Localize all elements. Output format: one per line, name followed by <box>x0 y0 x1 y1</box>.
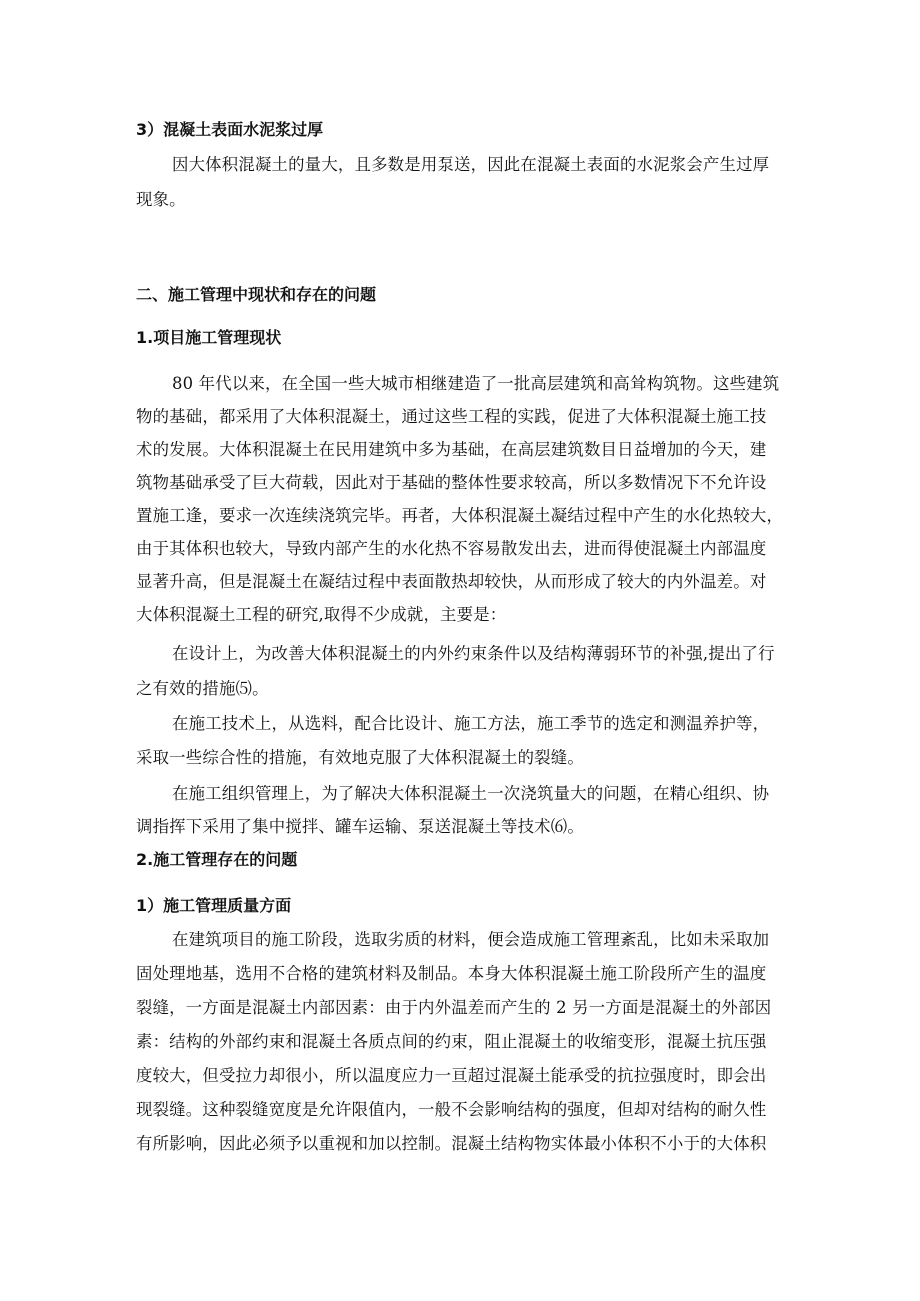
paragraph-line: 术的发展。大体积混凝土在民用建筑中多为基础，在高层建筑数目日益增加的今天，建 <box>136 440 767 459</box>
paragraph-line: 大体积混凝土工程的研究,取得不少成就，主要是： <box>136 605 507 624</box>
paragraph-line: 采取一些综合性的措施，有效地克服了大体积混凝土的裂缝。 <box>136 748 584 767</box>
subsection-heading-2: 2.施工管理存在的问题 <box>136 850 298 869</box>
paragraph-line: 置施工逢，要求一次连续浇筑完毕。再者，大体积混凝土凝结过程中产生的水化热较大， <box>136 506 784 525</box>
paragraph-line: 在建筑项目的施工阶段，选取劣质的材料，便会造成施工管理紊乱，比如未采取加 <box>172 930 770 949</box>
paragraph-line: 素：结构的外部约束和混凝土各质点间的约束，阻止混凝土的收缩变形，混凝土抗压强 <box>136 1032 767 1051</box>
paragraph-line: 物的基础，都采用了大体积混凝土，通过这些工程的实践，促进了大体积混凝土施工技 <box>136 407 767 426</box>
subsection-heading-2-1: 1）施工管理质量方面 <box>136 896 292 915</box>
paragraph-line: 现象。 <box>136 190 186 209</box>
paragraph-line: 由于其体积也较大，导致内部产生的水化热不容易散发出去，进而得使混凝土内部温度 <box>136 539 767 558</box>
paragraph-line: 有所影响，因此必须予以重视和加以控制。混凝土结构物实体最小体积不小于的大体积 <box>136 1134 767 1153</box>
paragraph-line: 裂缝，一方面是混凝土内部因素：由于内外温差而产生的 2 另一方面是混凝土的外部因 <box>136 998 772 1017</box>
paragraph-line: 之有效的措施⑸。 <box>136 679 269 698</box>
paragraph-line: 度较大，但受拉力却很小，所以温度应力一亘超过混凝土能承受的抗拉强度时，即会出 <box>136 1066 767 1085</box>
paragraph-line: 因大体积混凝土的量大，且多数是用泵送，因此在混凝土表面的水泥浆会产生过厚 <box>172 155 770 174</box>
paragraph-line: 在设计上，为改善大体积混凝土的内外约束条件以及结构薄弱环节的补强,提出了行 <box>172 644 775 663</box>
paragraph-line: 显著升高，但是混凝土在凝结过程中表面散热却较快，从而形成了较大的内外温差。对 <box>136 572 767 591</box>
paragraph-line: 80 年代以来，在全国一些大城市相继建造了一批高层建筑和高耸构筑物。这些建筑 <box>172 374 780 393</box>
paragraph-line: 在施工组织管理上，为了解决大体积混凝土一次浇筑量大的问题，在精心组织、协 <box>172 784 770 803</box>
paragraph-line: 调指挥下采用了集中搅拌、罐车运输、泵送混凝土等技术⑹。 <box>136 817 584 836</box>
paragraph-line: 固处理地基，选用不合格的建筑材料及制品。本身大体积混凝土施工阶段所产生的温度 <box>136 964 767 983</box>
subsection-heading-1: 1.项目施工管理现状 <box>136 328 282 347</box>
paragraph-line: 现裂缝。这种裂缝宽度是允许限值内，一般不会影响结构的强度，但却对结构的耐久性 <box>136 1100 767 1119</box>
paragraph-line: 在施工技术上，从选料，配合比设计、施工方法，施工季节的选定和测温养护等， <box>172 714 770 733</box>
part-heading-2: 二、施工管理中现状和存在的问题 <box>136 285 377 304</box>
paragraph-line: 筑物基础承受了巨大荷载，因此对于基础的整体性要求较高，所以多数情况下不允许设 <box>136 473 767 492</box>
section-heading-3: 3）混凝土表面水泥浆过厚 <box>136 120 324 139</box>
